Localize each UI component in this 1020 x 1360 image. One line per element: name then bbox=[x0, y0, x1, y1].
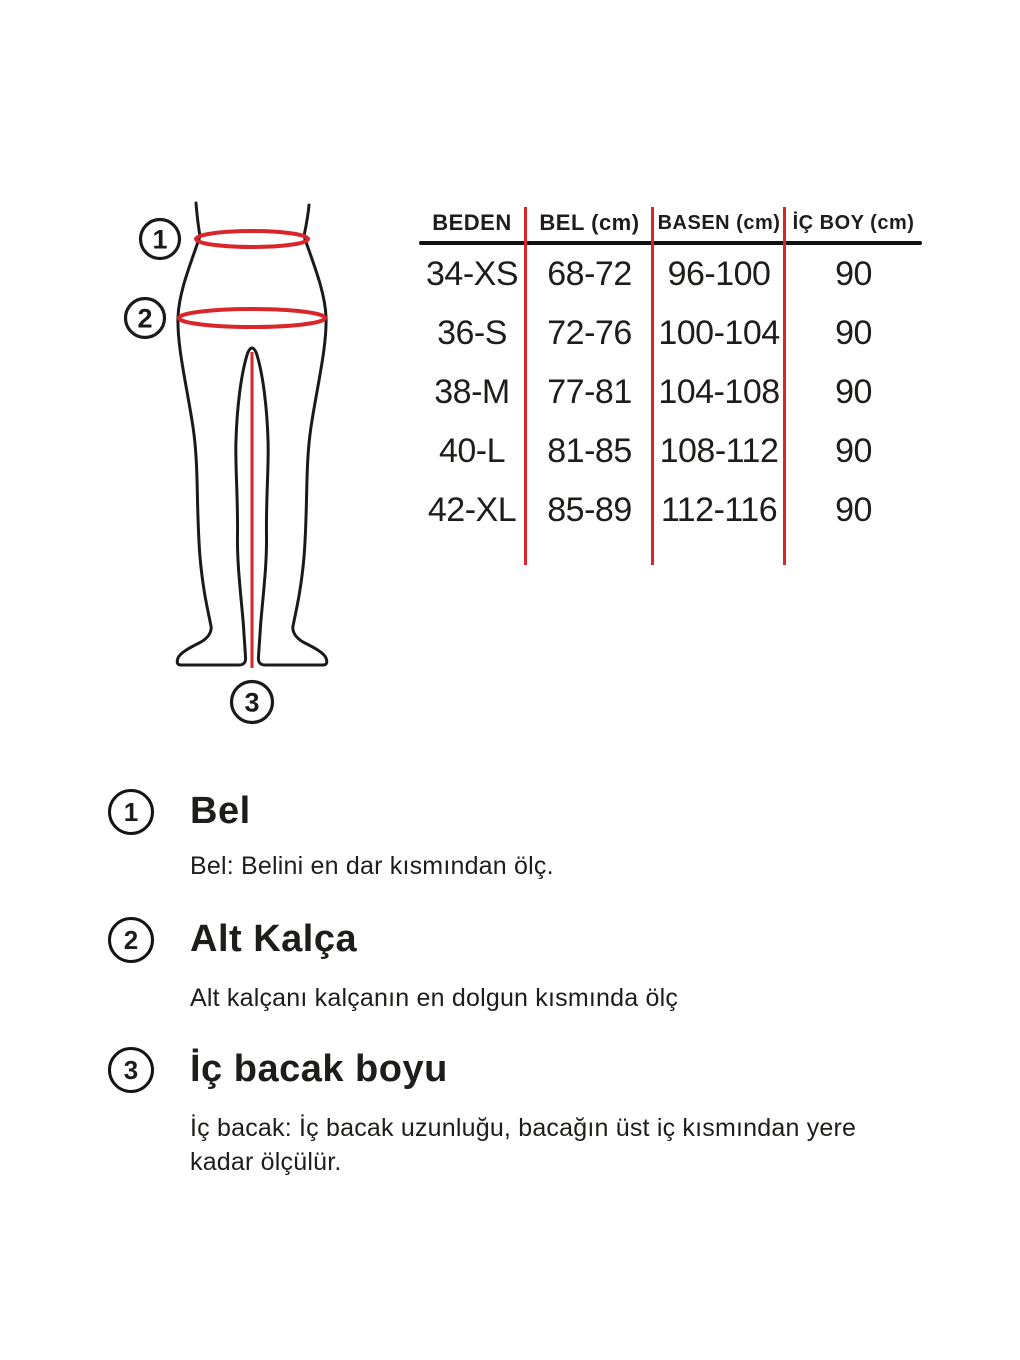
column-header-beden: BEDEN bbox=[432, 210, 512, 235]
size-table-header bbox=[418, 205, 922, 241]
waist-marker-number: 1 bbox=[152, 224, 168, 255]
cell-size: 34-XS bbox=[426, 255, 518, 293]
cell-basen: 104-108 bbox=[658, 373, 780, 411]
legend-title-ic-bacak: İç bacak boyu bbox=[190, 1048, 448, 1090]
waist-measure-line bbox=[196, 231, 308, 247]
cell-size: 40-L bbox=[438, 432, 506, 470]
table-row bbox=[418, 481, 922, 540]
table-row bbox=[418, 304, 922, 363]
cell-size: 38-M bbox=[434, 373, 510, 411]
column-header-icboy: İÇ BOY (cm) bbox=[792, 211, 915, 234]
cell-basen: 96-100 bbox=[667, 255, 771, 293]
cell-bel: 81-85 bbox=[547, 432, 632, 470]
cell-bel: 85-89 bbox=[547, 491, 632, 529]
legend-description-alt-kalca: Alt kalçanı kalçanın en dolgun kısmında ölç bbox=[190, 984, 679, 1012]
table-row bbox=[418, 422, 922, 481]
size-table-body bbox=[418, 245, 922, 540]
size-table bbox=[418, 205, 922, 567]
cell-size: 36-S bbox=[437, 314, 507, 352]
cell-basen: 100-104 bbox=[658, 314, 780, 352]
legend-badge-2: 2 bbox=[108, 917, 154, 963]
pants-measurement-diagram bbox=[110, 195, 380, 735]
legend-title-alt-kalca: Alt Kalça bbox=[190, 918, 358, 960]
cell-icboy: 90 bbox=[835, 255, 872, 293]
hip-measure-line bbox=[179, 309, 325, 327]
table-row bbox=[418, 245, 922, 304]
column-header-bel: BEL (cm) bbox=[539, 210, 640, 235]
cell-icboy: 90 bbox=[835, 373, 872, 411]
cell-icboy: 90 bbox=[835, 432, 872, 470]
cell-size: 42-XL bbox=[427, 491, 517, 529]
legend-description-bel: Bel: Belini en dar kısmından ölç. bbox=[190, 852, 554, 880]
inseam-marker-number: 3 bbox=[244, 687, 260, 718]
cell-basen: 112-116 bbox=[660, 491, 778, 529]
cell-bel: 72-76 bbox=[547, 314, 632, 352]
measurement-lines bbox=[179, 231, 325, 668]
cell-basen: 108-112 bbox=[659, 432, 779, 470]
legend-title-bel: Bel bbox=[190, 790, 251, 832]
table-row bbox=[418, 363, 922, 422]
legend-badge-1: 1 bbox=[108, 789, 154, 835]
cell-icboy: 90 bbox=[835, 491, 872, 529]
legend-badge-3: 3 bbox=[108, 1047, 154, 1093]
column-header-basen: BASEN (cm) bbox=[657, 211, 781, 234]
cell-icboy: 90 bbox=[835, 314, 872, 352]
cell-bel: 77-81 bbox=[547, 373, 632, 411]
figure-markers bbox=[126, 220, 273, 723]
legend-description-ic-bacak: İç bacak: İç bacak uzunluğu, bacağın üst iç kısmından yere kadar ölçülür. bbox=[190, 1114, 857, 1176]
cell-bel: 68-72 bbox=[547, 255, 632, 293]
hip-marker-number: 2 bbox=[137, 303, 153, 334]
